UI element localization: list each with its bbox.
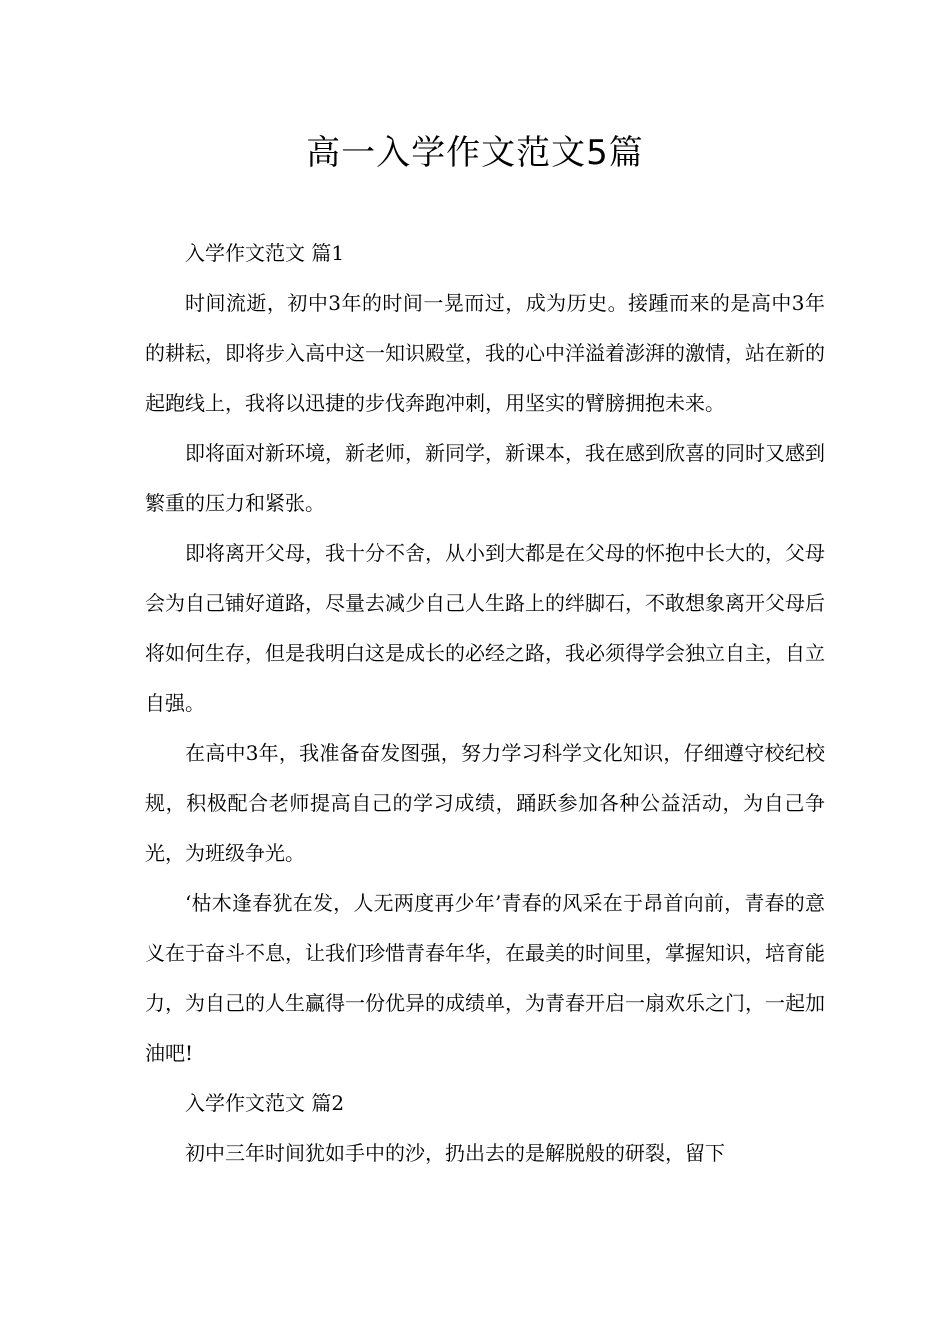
section-heading: 入学作文范文 篇2 bbox=[185, 1091, 345, 1115]
paragraph: 即将离开父母，我十分不舍，从小到大都是在父母的怀抱中长大的，父母会为自己铺好道路，尽量去减少自己人生路上的绊脚石，不敢想象离开父母后将如何生存，但是我明白这是成长的必经之路，我必须得学会独立自主，自立自强。 bbox=[145, 541, 825, 715]
paragraph: ‘枯木逢春犹在发，人无两度再少年’青春的风采在于昂首向前，青春的意义在于奋斗不息，让我们珍惜青春年华，在最美的时间里，掌握知识，培育能力，为自己的人生赢得一份优异的成绩单，为青春开启一扇欢乐之门，一起加油吧! bbox=[145, 891, 825, 1065]
paragraph: 初中三年时间犹如手中的沙，扔出去的是解脱般的研裂，留下 bbox=[185, 1141, 725, 1165]
paragraph: 在高中3年，我准备奋发图强，努力学习科学文化知识，仔细遵守校纪校规，积极配合老师提高自己的学习成绩，踊跃参加各种公益活动，为自己争光，为班级争光。 bbox=[145, 741, 825, 865]
paragraph: 即将面对新环境，新老师，新同学，新课本，我在感到欣喜的同时又感到繁重的压力和紧张。 bbox=[145, 441, 825, 515]
section-heading: 入学作文范文 篇1 bbox=[185, 241, 345, 265]
paragraph: 时间流逝，初中3年的时间一晃而过，成为历史。接踵而来的是高中3年的耕耘，即将步入高中这一知识殿堂，我的心中洋溢着澎湃的激情，站在新的起跑线上，我将以迅捷的步伐奔跑冲刺，用坚实的臂膀拥抱未来。 bbox=[145, 291, 825, 415]
document-title: 高一入学作文范文5篇 bbox=[306, 133, 644, 173]
document-body bbox=[145, 228, 825, 1178]
